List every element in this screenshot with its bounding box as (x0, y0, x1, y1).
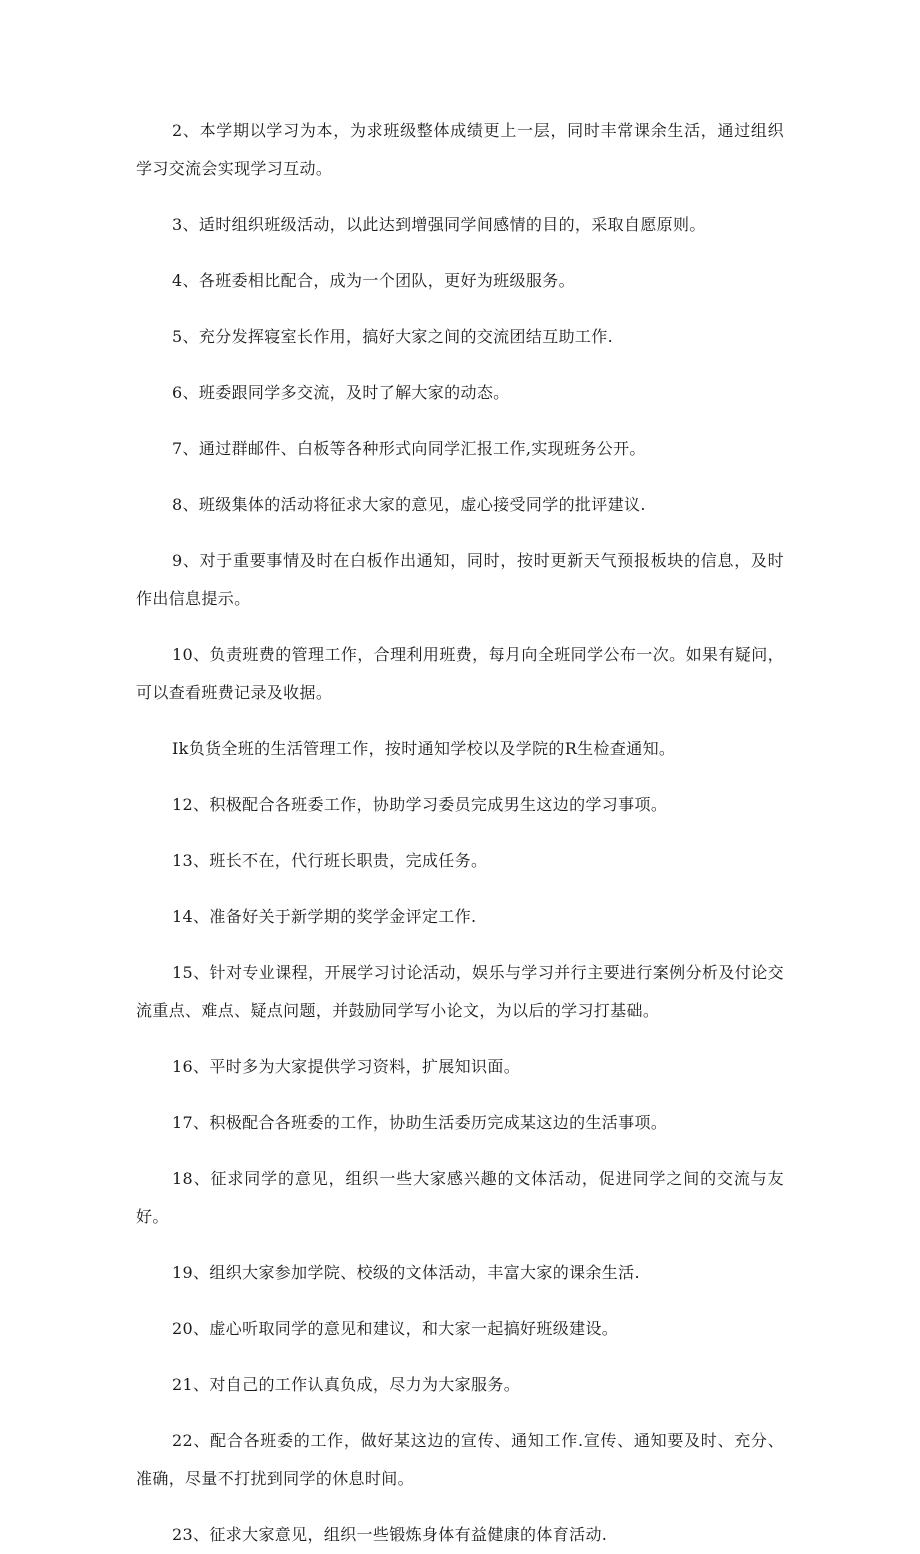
paragraph: 19、组织大家参加学院、校级的文体活动，丰富大家的课余生活. (172, 1263, 640, 1282)
paragraph: 12、积极配合各班委工作，协助学习委员完成男生这边的学习事项。 (172, 795, 668, 814)
paragraph: 13、班长不在，代行班长职贵，完成任务。 (172, 851, 488, 870)
paragraph: 9、对于重要事情及时在白板作出通知，同时，按时更新天气预报板块的信息，及时作出信息提示。 (136, 551, 784, 608)
paragraph: 15、针对专业课程，开展学习讨论活动，娱乐与学习并行主要进行案例分析及付论交流重点、难点、疑点问题，并鼓励同学写小论文，为以后的学习打基础。 (136, 963, 784, 1020)
paragraph: 17、积极配合各班委的工作，协助生活委历完成某这边的生活事项。 (172, 1113, 668, 1132)
paragraph: 7、通过群邮件、白板等各种形式向同学汇报工作,实现班务公开。 (172, 439, 646, 458)
paragraph: Ik负货全班的生活管理工作，按时通知学校以及学院的R生检查通知。 (172, 739, 676, 758)
document-body (136, 112, 784, 1554)
paragraph: 3、适时组织班级活动，以此达到增强同学间感情的目的，采取自愿原则。 (172, 215, 706, 234)
paragraph: 2、本学期以学习为本，为求班级整体成绩更上一层，同时丰常课余生活，通过组织学习交流会实现学习互动。 (136, 121, 784, 178)
paragraph: 23、征求大家意见，组织一些锻炼身体有益健康的体育活动. (172, 1525, 608, 1544)
paragraph: 5、充分发挥寝室长作用，搞好大家之间的交流团结互助工作. (172, 327, 614, 346)
paragraph: 18、征求同学的意见，组织一些大家感兴趣的文体活动，促进同学之间的交流与友好。 (136, 1169, 784, 1226)
paragraph: 14、准备好关于新学期的奖学金评定工作. (172, 907, 477, 926)
paragraph: 16、平时多为大家提供学习资料，扩展知识面。 (172, 1057, 521, 1076)
paragraph: 8、班级集体的活动将征求大家的意见，虚心接受同学的批评建议. (172, 495, 646, 514)
paragraph: 4、各班委相比配合，成为一个团队，更好为班级服务。 (172, 271, 575, 290)
paragraph: 21、对自己的工作认真负成，尽力为大家服务。 (172, 1375, 521, 1394)
paragraph: 22、配合各班委的工作，做好某这边的宣传、通知工作.宣传、通知要及时、充分、准确，尽量不打扰到同学的休息时间。 (136, 1431, 784, 1488)
paragraph: 20、虚心听取同学的意见和建议，和大家一起搞好班级建设。 (172, 1319, 619, 1338)
paragraph: 10、负责班费的管理工作，合理利用班费，每月向全班同学公布一次。如果有疑问，可以查看班费记录及收据。 (136, 645, 784, 702)
paragraph: 6、班委跟同学多交流，及时了解大家的动态。 (172, 383, 510, 402)
